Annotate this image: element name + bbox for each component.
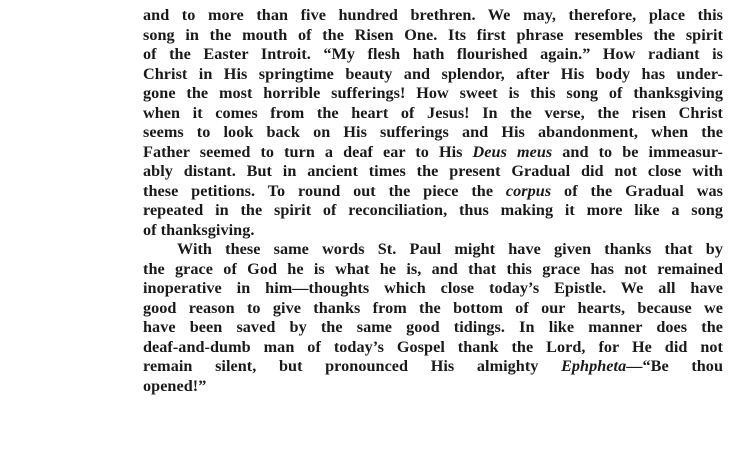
italic-word: corpus — [505, 181, 552, 200]
text-line: opened!” — [143, 376, 207, 395]
text-line: the grace of God he is what he is, and that this grace has not remained — [143, 259, 723, 278]
text-page — [143, 6, 723, 396]
text-line: inoperative in him—thoughts which close today’s Epistle. We all have — [143, 279, 723, 297]
text-line: deaf-and-dumb man of today’s Gospel thank the Lord, for He did not — [143, 337, 723, 356]
text-line: and to more than five hundred brethren. We may, therefore, place this — [143, 6, 723, 24]
text-line: Christ in His springtime beauty and splendor, after His body has under- — [143, 64, 723, 83]
text-line: seems to look back on His sufferings and His abandonment, when the — [143, 123, 723, 141]
text-line: Father seemed to turn a deaf ear to His Deus meus and to be immeasur- — [143, 142, 723, 161]
italic-word: Ephpheta — [561, 357, 627, 375]
text-line: gone the most horrible sufferings! How sweet is this song of thanksgiving — [143, 84, 723, 102]
text-line: With these same words St. Paul might have given thanks that by — [177, 240, 723, 258]
text-line: of thanksgiving. — [143, 220, 255, 239]
text-line: of the Easter Introit. “My flesh hath flourished again.” How radiant is — [143, 45, 723, 63]
paragraph-1 — [143, 6, 723, 240]
text-line: ably distant. But in ancient times the present Gradual did not close with — [143, 162, 723, 180]
text-line: song in the mouth of the Risen One. Its first phrase resembles the spirit — [143, 25, 723, 44]
paragraph-2 — [143, 240, 723, 396]
text-line: good reason to give thanks from the bottom of our hearts, because we — [143, 298, 723, 317]
text-line: repeated in the spirit of reconciliation, thus making it more like a song — [143, 201, 723, 219]
text-line: have been saved by the same good tidings. In like manner does the — [143, 318, 723, 336]
text-line: remain silent, but pronounced His almighty Ephpheta—“Be thou — [143, 357, 724, 375]
text-line: when it comes from the heart of Jesus! In the verse, the risen Christ — [143, 103, 723, 122]
italic-phrase: Deus meus — [472, 142, 553, 161]
text-line: these petitions. To round out the piece the corpus of the Gradual was — [143, 181, 723, 200]
